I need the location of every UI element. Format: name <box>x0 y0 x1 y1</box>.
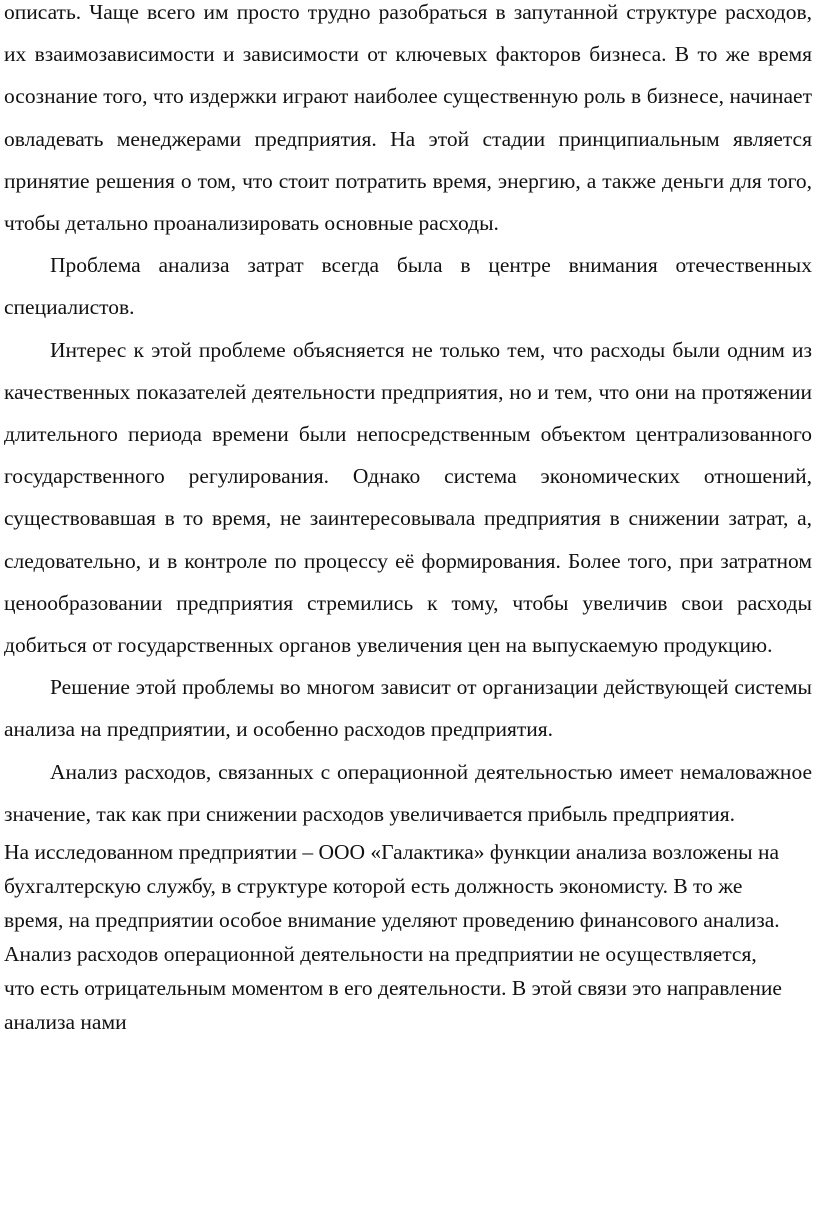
paragraph-solution: Решение этой проблемы во многом зависит от организации действующей системы анализа на предприятии, и особенно расходов предприятия. <box>4 675 812 742</box>
paragraph-cost-analysis-problem: Проблема анализа затрат всегда была в центре внимания отечественных специалистов. <box>4 253 812 320</box>
paragraph-galaktika: На исследованном предприятии – ООО «Галактика» функции анализа возложены на бухгалтерскую службу, в структуре которой есть должность экономисту. В то же время, на предприятии особое внимание уделяют проведению финансового анализа. Анализ расходов операционной деятельности на предприятии не осуществляется, что есть отрицательным моментом в его деятельности. В этой связи это направление анализа нами <box>4 840 782 1035</box>
paragraph-continuation: описать. Чаще всего им просто трудно разобраться в запутанной структуре расходов, их взаимозависимости и зависимости от ключевых факторов бизнеса. В то же время осознание того, что издержки играют наиболее существенную роль в бизнесе, начинает овладевать менеджерами предприятия. На этой стадии принципиальным является принятие решения о том, что стоит потратить время, энергию, а также деньги для того, чтобы детально проанализировать основные расходы. <box>4 0 812 236</box>
paragraph-operational-expenses: Анализ расходов, связанных с операционной деятельностью имеет немаловажное значение, так как при снижении расходов увеличивается прибыль предприятия. <box>4 759 812 826</box>
paragraph-interest-explanation: Интерес к этой проблеме объясняется не только тем, что расходы были одним из качественных показателей деятельности предприятия, но и тем, что они на протяжении длительного периода времени были непосредственным объектом централизованного государственного регулирования. Однако система экономических отношений, существовавшая в то время, не заинтересовывала предприятия в снижении затрат, а, следовательно, и в контроле по процессу её формирования. Более того, при затратном ценообразовании предприятия стремились к тому, чтобы увеличив свои расходы добиться от государственных органов увеличения цен на выпускаемую продукцию. <box>4 337 812 658</box>
